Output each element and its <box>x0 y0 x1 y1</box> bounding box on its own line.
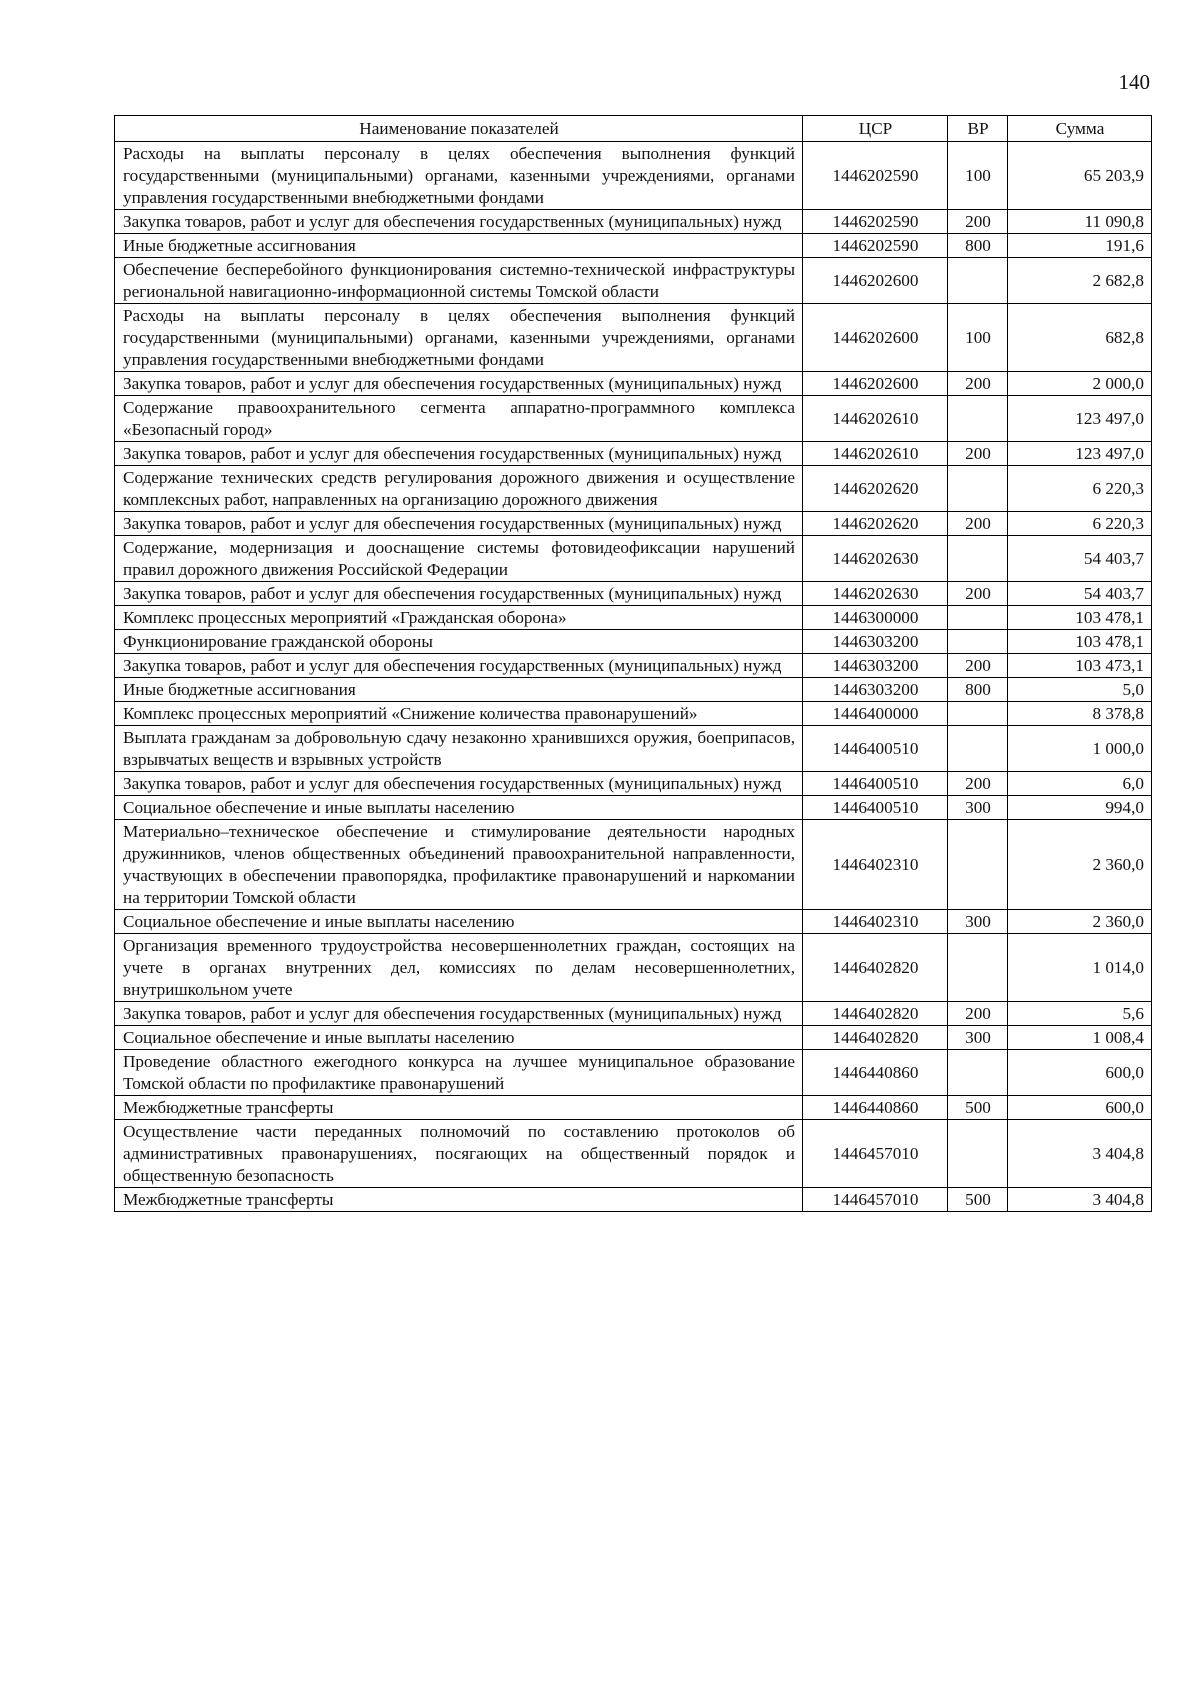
table-row <box>115 234 1152 258</box>
cell-csr: 1446202590 <box>803 210 948 234</box>
cell-vr: 800 <box>948 678 1008 702</box>
cell-csr: 1446303200 <box>803 654 948 678</box>
cell-sum: 3 404,8 <box>1008 1188 1152 1212</box>
cell-csr: 1446300000 <box>803 606 948 630</box>
table-row <box>115 536 1152 582</box>
table-row <box>115 678 1152 702</box>
cell-csr: 1446202630 <box>803 582 948 606</box>
cell-name: Закупка товаров, работ и услуг для обеспечения государственных (муниципальных) нужд <box>115 210 803 234</box>
cell-sum: 2 360,0 <box>1008 820 1152 910</box>
cell-csr: 1446440860 <box>803 1096 948 1120</box>
page-number: 140 <box>1118 70 1150 94</box>
cell-name: Социальное обеспечение и иные выплаты населению <box>115 796 803 820</box>
cell-sum: 1 014,0 <box>1008 934 1152 1002</box>
table-row <box>115 466 1152 512</box>
cell-vr <box>948 820 1008 910</box>
cell-csr: 1446202590 <box>803 234 948 258</box>
cell-csr: 1446202600 <box>803 372 948 396</box>
cell-sum: 103 473,1 <box>1008 654 1152 678</box>
cell-name: Расходы на выплаты персоналу в целях обеспечения выполнения функций государственными (муниципальными) органами, казенными учреждениями, органами управления государственными внебюджетными фондами <box>115 142 803 210</box>
cell-vr: 100 <box>948 142 1008 210</box>
cell-sum: 54 403,7 <box>1008 582 1152 606</box>
cell-name: Закупка товаров, работ и услуг для обеспечения государственных (муниципальных) нужд <box>115 1002 803 1026</box>
cell-sum: 3 404,8 <box>1008 1120 1152 1188</box>
cell-sum: 103 478,1 <box>1008 606 1152 630</box>
cell-csr: 1446457010 <box>803 1188 948 1212</box>
cell-csr: 1446402310 <box>803 910 948 934</box>
cell-csr: 1446202620 <box>803 512 948 536</box>
cell-vr <box>948 630 1008 654</box>
cell-csr: 1446202600 <box>803 304 948 372</box>
table-row <box>115 1002 1152 1026</box>
table-row <box>115 372 1152 396</box>
table-row <box>115 304 1152 372</box>
cell-sum: 600,0 <box>1008 1096 1152 1120</box>
table-header-row <box>115 116 1152 142</box>
cell-sum: 65 203,9 <box>1008 142 1152 210</box>
cell-sum: 6 220,3 <box>1008 512 1152 536</box>
cell-vr <box>948 606 1008 630</box>
cell-vr: 200 <box>948 654 1008 678</box>
cell-name: Закупка товаров, работ и услуг для обеспечения государственных (муниципальных) нужд <box>115 582 803 606</box>
cell-sum: 2 000,0 <box>1008 372 1152 396</box>
header-name: Наименование показателей <box>115 116 803 142</box>
cell-sum: 5,6 <box>1008 1002 1152 1026</box>
table-row <box>115 654 1152 678</box>
cell-vr: 200 <box>948 210 1008 234</box>
cell-sum: 123 497,0 <box>1008 396 1152 442</box>
cell-csr: 1446400510 <box>803 772 948 796</box>
table-row <box>115 442 1152 466</box>
header-csr: ЦСР <box>803 116 948 142</box>
table-row <box>115 796 1152 820</box>
cell-vr <box>948 702 1008 726</box>
table-row <box>115 258 1152 304</box>
cell-name: Материально–техническое обеспечение и стимулирование деятельности народных дружинников, членов общественных объединений правоохранительной направленности, участвующих в обеспечении правопорядка, профилактике правонарушений и наркомании на территории Томской области <box>115 820 803 910</box>
cell-csr: 1446402820 <box>803 1026 948 1050</box>
cell-csr: 1446402820 <box>803 934 948 1002</box>
cell-sum: 994,0 <box>1008 796 1152 820</box>
cell-name: Осуществление части переданных полномочий по составлению протоколов об административных правонарушениях, посягающих на общественный порядок и общественную безопасность <box>115 1120 803 1188</box>
cell-vr: 500 <box>948 1188 1008 1212</box>
cell-name: Комплекс процессных мероприятий «Снижение количества правонарушений» <box>115 702 803 726</box>
cell-vr: 800 <box>948 234 1008 258</box>
cell-vr: 200 <box>948 772 1008 796</box>
cell-name: Иные бюджетные ассигнования <box>115 234 803 258</box>
cell-name: Содержание правоохранительного сегмента аппаратно-программного комплекса «Безопасный город» <box>115 396 803 442</box>
header-sum: Сумма <box>1008 116 1152 142</box>
cell-sum: 682,8 <box>1008 304 1152 372</box>
cell-name: Социальное обеспечение и иные выплаты населению <box>115 1026 803 1050</box>
cell-csr: 1446202600 <box>803 258 948 304</box>
cell-name: Межбюджетные трансферты <box>115 1188 803 1212</box>
cell-name: Социальное обеспечение и иные выплаты населению <box>115 910 803 934</box>
cell-vr: 200 <box>948 1002 1008 1026</box>
cell-vr <box>948 396 1008 442</box>
cell-name: Содержание технических средств регулирования дорожного движения и осуществление комплексных работ, направленных на организацию дорожного движения <box>115 466 803 512</box>
cell-csr: 1446303200 <box>803 678 948 702</box>
cell-sum: 191,6 <box>1008 234 1152 258</box>
cell-name: Закупка товаров, работ и услуг для обеспечения государственных (муниципальных) нужд <box>115 442 803 466</box>
cell-vr <box>948 258 1008 304</box>
cell-sum: 2 682,8 <box>1008 258 1152 304</box>
cell-sum: 2 360,0 <box>1008 910 1152 934</box>
budget-table <box>114 115 1152 1212</box>
cell-csr: 1446202610 <box>803 442 948 466</box>
cell-sum: 1 008,4 <box>1008 1026 1152 1050</box>
cell-name: Функционирование гражданской обороны <box>115 630 803 654</box>
cell-vr <box>948 1120 1008 1188</box>
cell-name: Организация временного трудоустройства несовершеннолетних граждан, состоящих на учете в органах внутренних дел, комиссиях по делам несовершеннолетних, внутришкольном учете <box>115 934 803 1002</box>
cell-name: Комплекс процессных мероприятий «Гражданская оборона» <box>115 606 803 630</box>
table-row <box>115 582 1152 606</box>
table-row <box>115 820 1152 910</box>
cell-csr: 1446440860 <box>803 1050 948 1096</box>
cell-sum: 103 478,1 <box>1008 630 1152 654</box>
table-row <box>115 1120 1152 1188</box>
cell-csr: 1446400000 <box>803 702 948 726</box>
cell-name: Обеспечение бесперебойного функционирования системно-технической инфраструктуры региональной навигационно-информационной системы Томской области <box>115 258 803 304</box>
cell-sum: 5,0 <box>1008 678 1152 702</box>
table-row <box>115 630 1152 654</box>
cell-name: Иные бюджетные ассигнования <box>115 678 803 702</box>
cell-sum: 6 220,3 <box>1008 466 1152 512</box>
cell-vr: 300 <box>948 910 1008 934</box>
cell-name: Закупка товаров, работ и услуг для обеспечения государственных (муниципальных) нужд <box>115 512 803 536</box>
table-row <box>115 1188 1152 1212</box>
cell-sum: 8 378,8 <box>1008 702 1152 726</box>
cell-csr: 1446202620 <box>803 466 948 512</box>
cell-vr <box>948 536 1008 582</box>
table-row <box>115 1026 1152 1050</box>
cell-vr <box>948 726 1008 772</box>
cell-vr <box>948 1050 1008 1096</box>
cell-sum: 6,0 <box>1008 772 1152 796</box>
table-row <box>115 606 1152 630</box>
table-row <box>115 512 1152 536</box>
cell-vr: 300 <box>948 1026 1008 1050</box>
cell-vr: 200 <box>948 512 1008 536</box>
table-row <box>115 210 1152 234</box>
cell-vr: 100 <box>948 304 1008 372</box>
cell-csr: 1446202630 <box>803 536 948 582</box>
cell-csr: 1446303200 <box>803 630 948 654</box>
cell-vr <box>948 934 1008 1002</box>
table-row <box>115 396 1152 442</box>
cell-csr: 1446400510 <box>803 726 948 772</box>
cell-csr: 1446402310 <box>803 820 948 910</box>
cell-name: Расходы на выплаты персоналу в целях обеспечения выполнения функций государственными (муниципальными) органами, казенными учреждениями, органами управления государственными внебюджетными фондами <box>115 304 803 372</box>
cell-name: Выплата гражданам за добровольную сдачу незаконно хранившихся оружия, боеприпасов, взрывчатых веществ и взрывных устройств <box>115 726 803 772</box>
cell-name: Закупка товаров, работ и услуг для обеспечения государственных (муниципальных) нужд <box>115 772 803 796</box>
cell-vr: 500 <box>948 1096 1008 1120</box>
cell-name: Закупка товаров, работ и услуг для обеспечения государственных (муниципальных) нужд <box>115 654 803 678</box>
cell-vr: 200 <box>948 582 1008 606</box>
cell-csr: 1446400510 <box>803 796 948 820</box>
cell-name: Проведение областного ежегодного конкурса на лучшее муниципальное образование Томской области по профилактике правонарушений <box>115 1050 803 1096</box>
cell-sum: 1 000,0 <box>1008 726 1152 772</box>
table-row <box>115 934 1152 1002</box>
table-row <box>115 1050 1152 1096</box>
cell-csr: 1446202610 <box>803 396 948 442</box>
cell-csr: 1446202590 <box>803 142 948 210</box>
table-row <box>115 1096 1152 1120</box>
cell-name: Закупка товаров, работ и услуг для обеспечения государственных (муниципальных) нужд <box>115 372 803 396</box>
table-row <box>115 702 1152 726</box>
cell-vr: 200 <box>948 372 1008 396</box>
table-row <box>115 910 1152 934</box>
cell-vr <box>948 466 1008 512</box>
cell-vr: 300 <box>948 796 1008 820</box>
cell-csr: 1446402820 <box>803 1002 948 1026</box>
cell-sum: 123 497,0 <box>1008 442 1152 466</box>
table-row <box>115 142 1152 210</box>
cell-sum: 11 090,8 <box>1008 210 1152 234</box>
cell-name: Содержание, модернизация и дооснащение системы фотовидеофиксации нарушений правил дорожного движения Российской Федерации <box>115 536 803 582</box>
cell-name: Межбюджетные трансферты <box>115 1096 803 1120</box>
cell-vr: 200 <box>948 442 1008 466</box>
header-vr: ВР <box>948 116 1008 142</box>
cell-csr: 1446457010 <box>803 1120 948 1188</box>
cell-sum: 54 403,7 <box>1008 536 1152 582</box>
table-row <box>115 772 1152 796</box>
table-row <box>115 726 1152 772</box>
cell-sum: 600,0 <box>1008 1050 1152 1096</box>
